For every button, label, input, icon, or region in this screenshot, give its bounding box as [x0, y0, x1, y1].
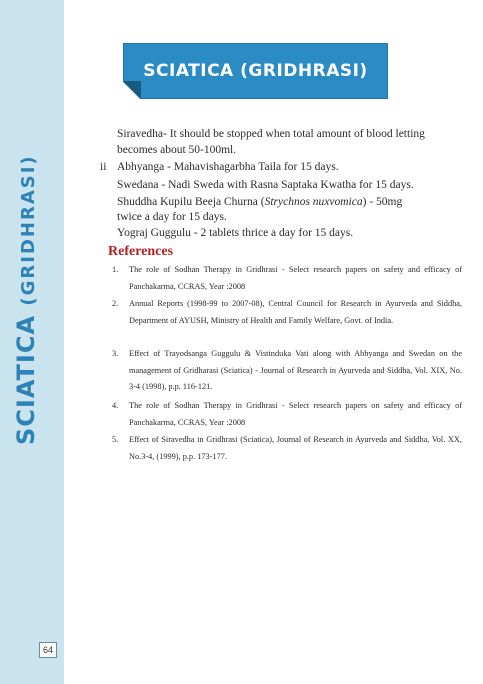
- reference-number: 1.: [112, 265, 119, 274]
- reference-item: [112, 262, 462, 295]
- reference-item: [112, 296, 462, 329]
- swedana-line: Swedana - Nadi Sweda with Rasna Saptaka Kwatha for 15 days.: [117, 179, 414, 191]
- sidebar: [0, 0, 64, 684]
- shuddha-line-1: [117, 195, 402, 210]
- shuddha-text-pre: Shuddha Kupilu Beeja Churna (: [117, 196, 265, 208]
- reference-text: Effect of Trayodsanga Guggulu & Vistinduka Vati along with Abhyanga and Swedan on the management of Gridharasi (Sciatica) - Journal of Research in Ayurveda and Siddha, Vol. XIX, No. 3-4 (1998), p.p. 116-121.: [129, 349, 462, 391]
- yograj-line: Yograj Guggulu - 2 tablets thrice a day for 15 days.: [117, 227, 354, 239]
- reference-number: 4.: [112, 401, 119, 410]
- reference-text: The role of Sodhan Therapy in Gridhrasi - Select research papers on safety and efficacy of Panchakarma, CCRAS, Year :2008: [129, 401, 462, 427]
- title-banner: [123, 43, 388, 99]
- sidebar-title-main: SCIATICA: [12, 314, 40, 445]
- reference-number: 2.: [112, 299, 119, 308]
- shuddha-botanical-name: Strychnos nuxvomica: [264, 196, 363, 208]
- reference-item: [112, 346, 462, 396]
- banner-title: SCIATICA (GRIDHRASI): [143, 61, 368, 81]
- references-heading: References: [108, 244, 174, 259]
- item-number: ii: [100, 161, 107, 173]
- reference-text: The role of Sodhan Therapy in Gridhrasi - Select research papers on safety and efficacy of Panchakarma, CCRAS, Year :2008: [129, 265, 462, 291]
- siravedha-line-1: Siravedha- It should be stopped when total amount of blood letting: [117, 128, 425, 140]
- page-number: 64: [39, 642, 57, 658]
- reference-item: [112, 432, 462, 465]
- reference-number: 3.: [112, 349, 119, 358]
- reference-text: Annual Reports (1998-99 to 2007-08), Central Council for Research in Ayurveda and Siddha, Department of AYUSH, Ministry of Health and Family Welfare, Govt. of India.: [129, 299, 462, 325]
- reference-number: 5.: [112, 435, 119, 444]
- abhyanga-line: Abhyanga - Mahavishagarbha Taila for 15 days.: [117, 161, 339, 173]
- sidebar-title-paren: (GRIDHRASI): [18, 154, 39, 306]
- siravedha-line-2: becomes about 50-100ml.: [117, 144, 237, 156]
- reference-text: Effect of Siravedha in Gridhrasi (Sciatica), Journal of Research in Ayurveda and Siddha, Vol. XX, No.3-4, (1999), p.p. 173-177.: [129, 435, 462, 461]
- shuddha-line-2: twice a day for 15 days.: [117, 211, 227, 223]
- shuddha-text-post: ) - 50mg: [362, 196, 403, 208]
- reference-item: [112, 398, 462, 431]
- sidebar-title: [12, 154, 40, 445]
